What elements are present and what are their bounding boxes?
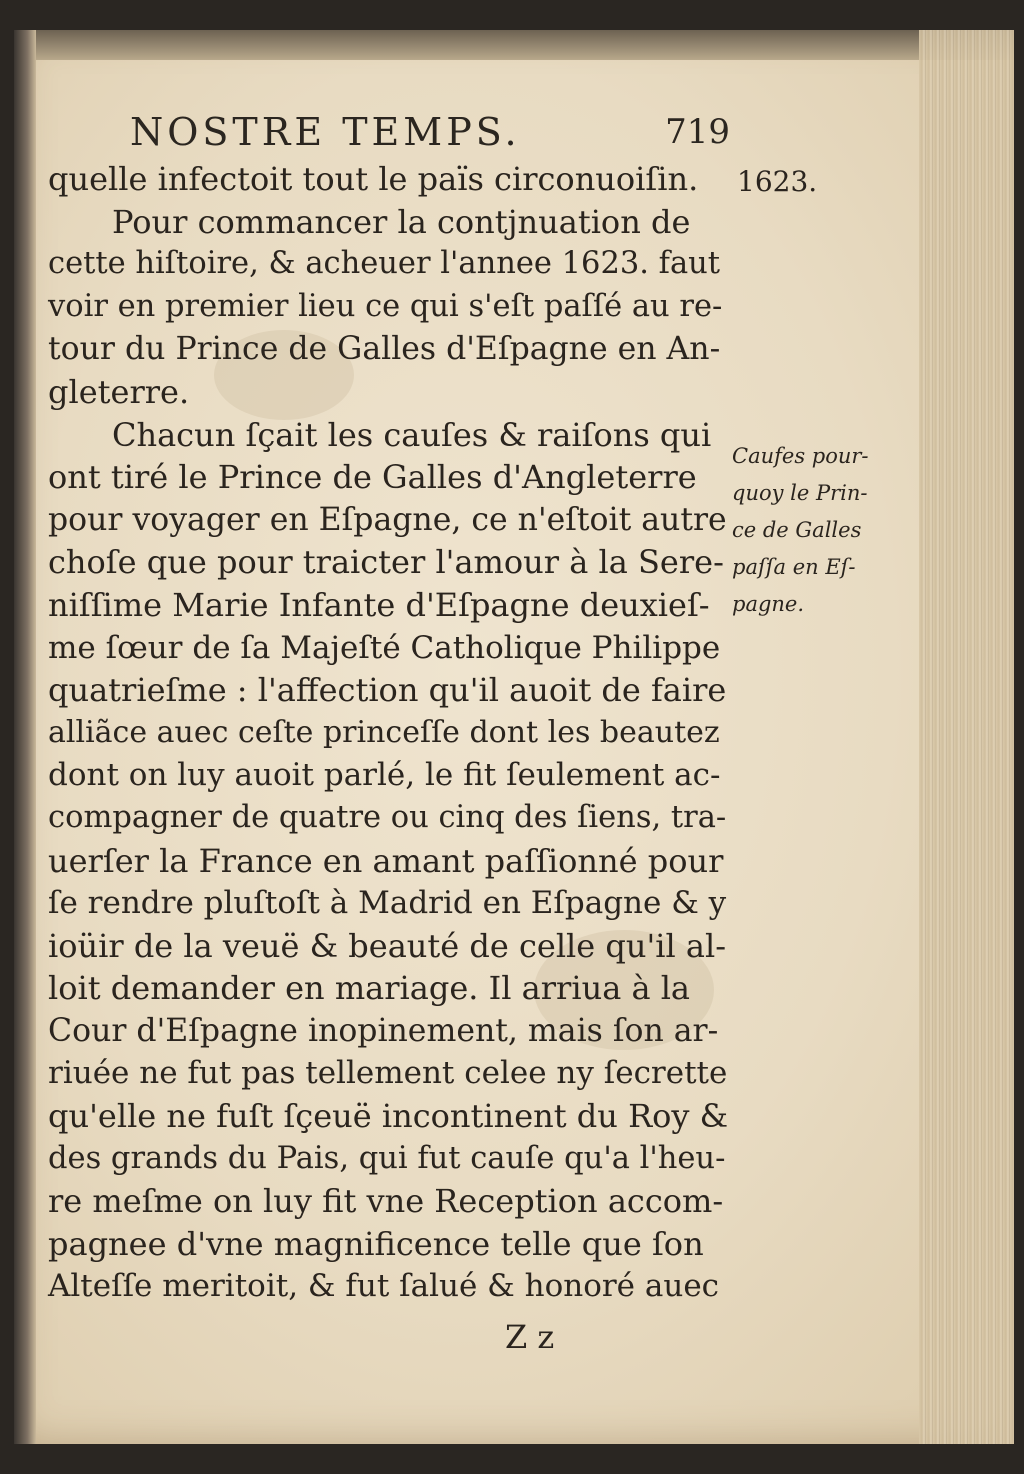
text-line: pour voyager en Eſpagne, ce n'eſtoit autre bbox=[48, 501, 727, 538]
text-line: Cour d'Eſpagne inopinement, mais ſon ar- bbox=[48, 1012, 719, 1049]
text-line: re meſme on luy fit vne Reception accom- bbox=[48, 1182, 724, 1221]
marginal-note-line: Caufes pour- bbox=[732, 444, 869, 468]
text-line: pagnee d'vne magnificence telle que ſon bbox=[48, 1224, 704, 1263]
text-line: gleterre. bbox=[48, 372, 190, 411]
text-line: compagner de quatre ou cinq des ſiens, tra- bbox=[48, 799, 727, 835]
text-line: cette hiſtoire, & acheuer l'annee 1623. faut bbox=[48, 246, 721, 282]
text-line: ont tiré le Prince de Galles d'Angleterre bbox=[48, 458, 697, 497]
text-line: alliãce auec ceſte princeſſe dont les beautez bbox=[48, 714, 720, 750]
text-line: Alteſſe meritoit, & fut ſalué & honoré auec bbox=[48, 1268, 720, 1305]
marginal-note-line: ce de Galles bbox=[732, 518, 862, 542]
text-line: quatrieſme : l'affection qu'il auoit de faire bbox=[48, 671, 727, 710]
text-line: qu'elle ne fuſt ſçeuë incontinent du Roy & bbox=[48, 1097, 729, 1136]
text-line: des grands du Pais, qui fut cauſe qu'a l'heu- bbox=[48, 1140, 726, 1176]
text-line: me ſœur de ſa Majeſté Catholique Philippe bbox=[48, 629, 721, 666]
text-line: ioüir de la veuë & beauté de celle qu'il al- bbox=[48, 926, 727, 965]
marginal-note-line: quoy le Prin- bbox=[732, 481, 868, 505]
text-line: choſe que pour traicter l'amour à la Sere- bbox=[48, 543, 724, 582]
body-text bbox=[48, 158, 728, 1308]
text-line: quelle infectoit tout le païs circonuoiſin. bbox=[48, 160, 699, 198]
margin-year: 1623. bbox=[737, 165, 818, 198]
text-line: ſe rendre pluſtoſt à Madrid en Eſpagne & y bbox=[48, 885, 727, 922]
text-line: voir en premier lieu ce qui s'eſt paſſé au re- bbox=[48, 288, 723, 324]
running-head: NOSTRE TEMPS. bbox=[130, 110, 521, 154]
top-edge bbox=[14, 30, 1014, 60]
text-line: loit demander en mariage. Il arriua à la bbox=[48, 969, 690, 1008]
page-number: 719 bbox=[665, 112, 730, 152]
marginal-note-line: paſſa en Eſ- bbox=[732, 555, 856, 579]
marginal-note bbox=[732, 438, 902, 623]
text-line: tour du Prince de Galles d'Eſpagne en An- bbox=[48, 331, 721, 368]
fore-edge-pages bbox=[919, 30, 1014, 1444]
marginal-note-line: pagne. bbox=[732, 592, 805, 616]
text-line: uerſer la France en amant paſſionné pour bbox=[48, 841, 724, 880]
text-line: Pour commancer la contjnuation de bbox=[112, 202, 691, 241]
text-line: niſſime Marie Infante d'Eſpagne deuxieſ- bbox=[48, 585, 710, 624]
text-line: dont on luy auoit parlé, le fit ſeulement ac- bbox=[48, 757, 721, 794]
text-line: riuée ne fut pas tellement celee ny ſecrette bbox=[48, 1055, 728, 1092]
text-line: Chacun ſçait les cauſes & raiſons qui bbox=[112, 415, 712, 454]
signature-mark: Z z bbox=[505, 1318, 555, 1356]
page-header bbox=[130, 110, 730, 160]
binding-gutter bbox=[14, 30, 36, 1444]
